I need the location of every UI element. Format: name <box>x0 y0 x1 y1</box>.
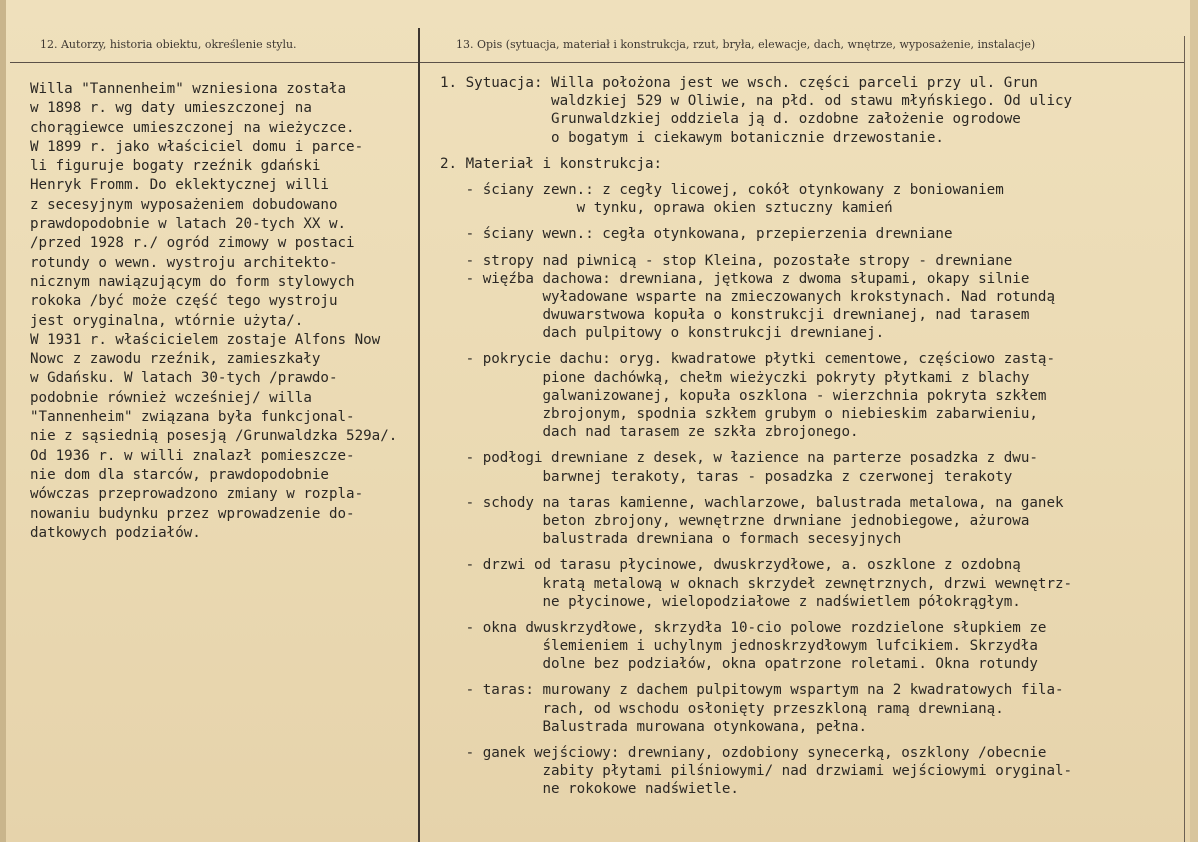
description-line: kratą metalową w oknach skrzydeł zewnętrznych, drzwi wewnętrz- <box>440 575 1073 592</box>
description-text <box>440 74 1182 799</box>
description-line: - podłogi drewniane z desek, w łazience na parterze posadzka z dwu- <box>440 450 1038 467</box>
description-line: ne płycinowe, wielopodziałowe z nadświetlem półokrągłym. <box>440 593 1021 610</box>
paragraph-gap <box>440 611 1182 619</box>
history-line: /przed 1928 r./ ogród zimowy w postaci <box>30 235 355 252</box>
description-line: - pokrycie dachu: oryg. kwadratowe płytki cementowe, częściowo zastą- <box>440 351 1055 368</box>
paragraph-gap <box>440 217 1182 225</box>
description-line: waldzkiej 529 w Oliwie, na płd. od stawu młyńskiego. Od ulicy <box>440 93 1073 110</box>
history-line: Nowc z zawodu rzeźnik, zamieszkały <box>30 351 321 368</box>
description-line: dwuwarstwowa kopuła o konstrukcji drewnianej, nad tarasem <box>440 307 1030 324</box>
description-line: zbrojonym, spodnia szkłem grubym o niebieskim zabarwieniu, <box>440 406 1038 422</box>
history-line: datkowych podziałów. <box>30 524 201 541</box>
description-line: dach nad tarasem ze szkła zbrojonego. <box>440 424 859 441</box>
description-line: - taras: murowany z dachem pulpitowym wspartym na 2 kwadratowych fila- <box>440 682 1064 699</box>
history-line: Od 1936 r. w willi znalazł pomieszcze- <box>30 447 355 464</box>
description-line: w tynku, oprawa okien sztuczny kamień <box>440 200 893 217</box>
history-line: wówczas przeprowadzono zmiany w rozpla- <box>30 486 364 503</box>
description-line: dolne bez podziałów, okna opatrzone roletami. Okna rotundy <box>440 656 1038 673</box>
right-column-header: 13. Opis (sytuacja, materiał i konstrukcja, rzut, bryła, elewacje, dach, wnętrze, wyposażenie, instalacje) <box>456 38 1036 51</box>
history-line: w 1898 r. wg daty umieszczonej na <box>30 100 312 117</box>
paragraph-gap <box>440 342 1182 350</box>
description-line: Grunwaldzkiej oddziela ją d. ozdobne założenie ogrodowe <box>440 111 1021 128</box>
paragraph-gap <box>440 173 1182 181</box>
history-line: "Tannenheim" związana była funkcjonal- <box>30 409 355 426</box>
paragraph-gap <box>440 244 1182 252</box>
column-divider <box>418 28 420 842</box>
description-line: 1. Sytuacja: Willa położona jest we wsch. części parceli przy ul. Grun <box>440 75 1038 91</box>
paragraph-gap <box>440 548 1182 556</box>
history-line: nie dom dla starców, prawdopodobnie <box>30 466 329 483</box>
history-line: W 1899 r. jako właściciel domu i parce- <box>30 138 364 155</box>
description-line: ślemieniem i uchylnym jednoskrzydłowym lufcikiem. Skrzydła <box>440 638 1038 655</box>
history-line: rokoka /być może część tego wystroju <box>30 293 338 310</box>
description-line: - schody na taras kamienne, wachlarzowe, balustrada metalowa, na ganek <box>440 494 1064 511</box>
history-line: z secesyjnym wyposażeniem dobudowano <box>30 196 338 213</box>
paragraph-gap <box>440 736 1182 744</box>
history-line: nowaniu budynku przez wprowadzenie do- <box>30 505 355 522</box>
description-line: 2. Materiał i konstrukcja: <box>440 155 663 172</box>
history-line: Henryk Fromm. Do eklektycznej willi <box>30 177 329 194</box>
header-divider <box>10 62 1184 63</box>
description-line: - okna dwuskrzydłowe, skrzydła 10-cio polowe rozdzielone słupkiem ze <box>440 619 1047 636</box>
history-line: podobnie również wcześniej/ willa <box>30 389 312 406</box>
history-line: nicznym nawiązującym do form stylowych <box>30 273 355 290</box>
history-line: chorągiewce umieszczonej na wieżyczce. <box>30 119 355 136</box>
description-line: - ganek wejściowy: drewniany, ozdobiony synecerką, oszklony /obecnie <box>440 745 1047 761</box>
description-line: rach, od wschodu osłonięty przeszkloną ramą drewnianą. <box>440 700 1004 717</box>
paragraph-gap <box>440 486 1182 494</box>
history-line: jest oryginalna, wtórnie użyta/. <box>30 312 304 329</box>
description-line: pione dachówką, chełm wieżyczki pokryty płytkami z blachy <box>440 369 1030 386</box>
paper-edge-left <box>0 0 6 842</box>
right-margin-rule <box>1184 36 1185 842</box>
history-line: prawdopodobnie w latach 20-tych XX w. <box>30 216 347 233</box>
description-line: wyładowane wsparte na zmieczowanych krokstynach. Nad rotundą <box>440 288 1055 305</box>
description-line: balustrada drewniana o formach secesyjnych <box>440 531 902 548</box>
description-line: beton zbrojony, wewnętrzne drwniane jednobiegowe, ażurowa <box>440 512 1030 529</box>
description-line: - ściany zewn.: z cegły licowej, cokół otynkowany z boniowaniem <box>440 181 1004 198</box>
history-line: rotundy o wewn. wystroju architekto- <box>30 254 338 271</box>
paragraph-gap <box>440 673 1182 681</box>
description-line: - drzwi od tarasu płycinowe, dwuskrzydłowe, a. oszklone z ozdobną <box>440 557 1021 574</box>
description-line: zabity płytami pilśniowymi/ nad drzwiami wejściowymi oryginal- <box>440 763 1073 780</box>
history-line: nie z sąsiednią posesją /Grunwaldzka 529a/. <box>30 428 398 445</box>
history-line: Willa "Tannenheim" wzniesiona została <box>30 81 347 97</box>
history-line: li figuruje bogaty rzeźnik gdański <box>30 158 321 175</box>
description-line: barwnej terakoty, taras - posadzka z czerwonej terakoty <box>440 468 1013 485</box>
description-line: - więźba dachowa: drewniana, jętkowa z dwoma słupami, okapy silnie <box>440 270 1030 287</box>
description-line: galwanizowanej, kopuła oszklona - wierzchnia pokryta szkłem <box>440 387 1047 404</box>
description-line: - stropy nad piwnicą - stop Kleina, pozostałe stropy - drewniane <box>440 252 1013 269</box>
paper-edge-right <box>1190 0 1198 842</box>
history-line: W 1931 r. właścicielem zostaje Alfons Now <box>30 331 381 348</box>
description-line: Balustrada murowana otynkowana, pełna. <box>440 718 868 735</box>
history-text <box>30 80 416 543</box>
paragraph-gap <box>440 147 1182 155</box>
description-line: o bogatym i ciekawym botanicznie drzewostanie. <box>440 129 944 146</box>
description-line: dach pulpitowy o konstrukcji drewnianej. <box>440 325 885 342</box>
description-line: - ściany wewn.: cegła otynkowana, przepierzenia drewniane <box>440 226 953 243</box>
left-column-header: 12. Autorzy, historia obiektu, określenie stylu. <box>40 38 297 51</box>
description-line: ne rokokowe nadświetle. <box>440 781 739 798</box>
history-line: w Gdańsku. W latach 30-tych /prawdo- <box>30 370 338 387</box>
paragraph-gap <box>440 441 1182 449</box>
